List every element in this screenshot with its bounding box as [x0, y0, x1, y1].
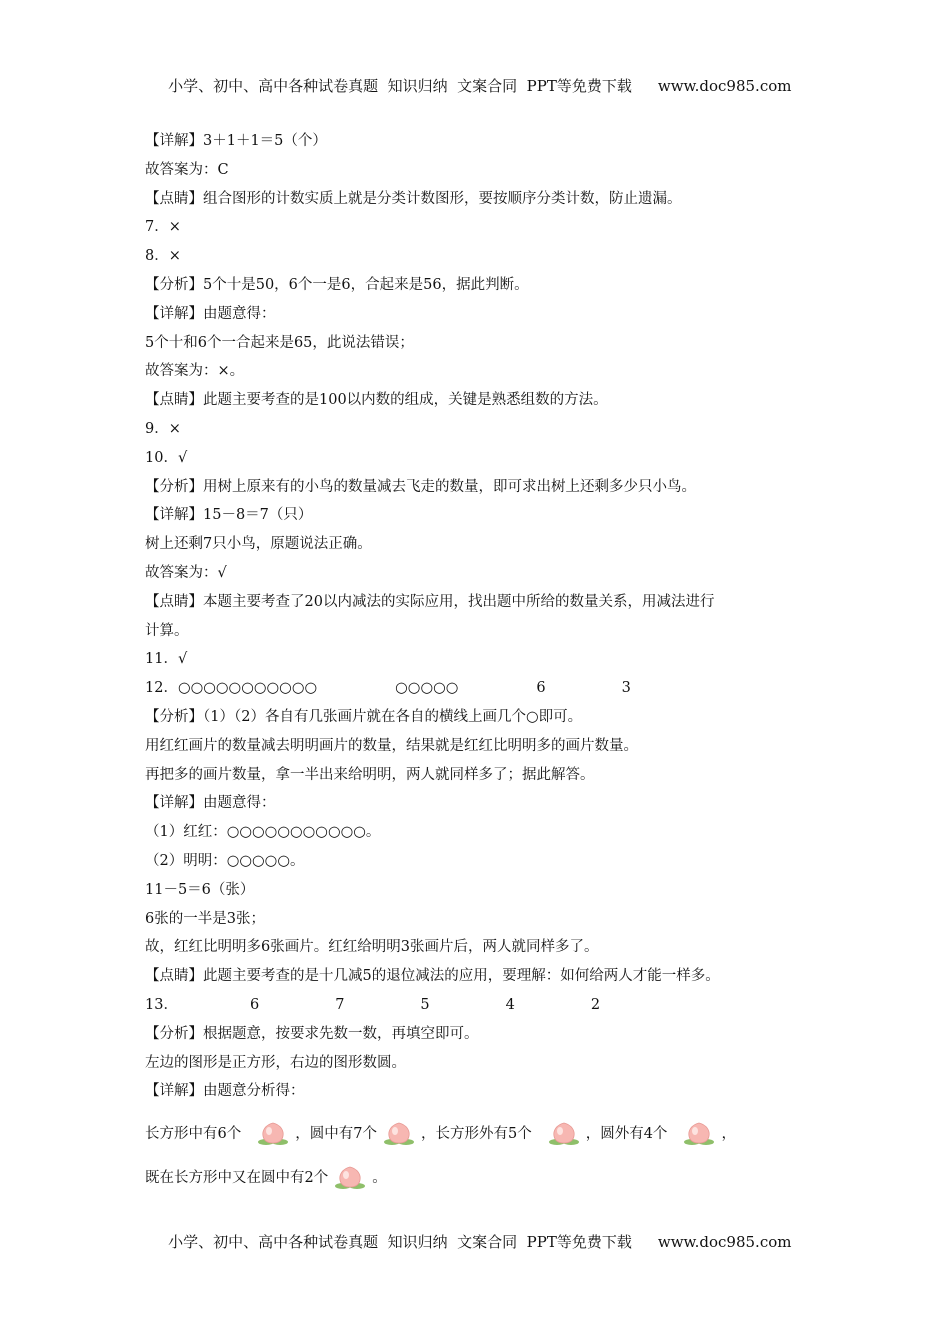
answer-blank: 5 — [420, 997, 430, 1013]
text-line — [145, 160, 229, 180]
text-line — [145, 1081, 305, 1101]
question-number: 13． — [145, 997, 178, 1013]
text-line — [145, 649, 187, 669]
text-line — [145, 563, 227, 583]
line-text: 【分析】（1）（2）各自有几张画片就在各自的横线上画几个○即可。 — [145, 709, 583, 725]
line-text: 【详解】由题意得： — [145, 305, 276, 322]
text-line — [145, 880, 254, 900]
text-line — [145, 909, 265, 929]
text-line — [145, 390, 608, 410]
line-text: 【分析】用树上原来有的小鸟的数量减去飞走的数量，即可求出树上还剩多少只小鸟。 — [145, 478, 696, 495]
answer-row-12 — [145, 678, 631, 698]
line-text: 【详解】3＋1＋1＝5（个） — [145, 133, 327, 149]
text-line — [145, 736, 638, 756]
peach-icon — [683, 1121, 715, 1147]
text-line — [145, 966, 720, 986]
line-text: 用红红画片的数量减去明明画片的数量，结果就是红红比明明多的画片数量。 — [145, 737, 638, 754]
text-line — [145, 851, 305, 871]
line-text: ，圆中有7个 — [295, 1126, 377, 1143]
page-header — [0, 57, 950, 96]
header-url: www.doc985.com — [657, 77, 792, 95]
text-line — [145, 707, 582, 727]
answer-blank: 4 — [505, 997, 515, 1013]
line-text: ，圆外有4个 — [585, 1126, 668, 1143]
line-text: 5个十和6个一合起来是65，此说法错误； — [145, 334, 414, 351]
peach-icon — [257, 1121, 289, 1147]
text-line — [145, 477, 696, 497]
line-text: 计算。 — [145, 622, 189, 639]
line-text: 故答案为：C — [145, 161, 229, 178]
line-text: ，长方形外有5个 — [420, 1126, 532, 1143]
line-text: ， — [721, 1126, 736, 1143]
answer-blank: 7 — [335, 997, 345, 1013]
text-line — [145, 217, 181, 237]
line-text: 【分析】5个十是50，6个一是6，合起来是56，据此判断。 — [145, 277, 529, 293]
line-text: （1）红红：○○○○○○○○○○○。 — [145, 824, 381, 841]
line-text: 【详解】由题意分析得： — [145, 1083, 305, 1100]
peach-icon — [548, 1121, 580, 1147]
answer-blank: 2 — [590, 997, 601, 1013]
text-line — [145, 793, 276, 813]
answer-row-13 — [145, 995, 600, 1015]
line-text: 【点睛】本题主要考查了20以内减法的实际应用，找出题中所给的数量关系，用减法进行 — [145, 593, 715, 610]
line-text: 7．× — [145, 219, 181, 236]
text-line — [145, 189, 682, 209]
line-text: 既在长方形中又在圆中有2个 — [145, 1170, 329, 1187]
text-line — [145, 534, 372, 554]
line-text: 【分析】根据题意，按要求先数一数，再填空即可。 — [145, 1025, 479, 1042]
answer-blank: 6 — [249, 997, 260, 1013]
text-line — [145, 361, 244, 381]
line-text: 【点睛】此题主要考查的是100以内数的组成，关键是熟悉组数的方法。 — [145, 392, 608, 409]
text-line — [145, 937, 598, 957]
line-text: 【点睛】此题主要考查的是十几减5的退位减法的应用，要理解：如何给两人才能一样多。 — [145, 968, 720, 985]
line-text: 6张的一半是3张； — [145, 910, 265, 927]
text-line — [145, 822, 380, 842]
answer-blank-1: ○○○○○○○○○○○ — [177, 680, 318, 697]
line-text: 再把多的画片数量，拿一半出来给明明，两人就同样多了；据此解答。 — [145, 766, 595, 783]
line-text: 9．× — [145, 421, 181, 437]
line-text: 【详解】由题意得： — [145, 795, 276, 812]
text-line — [145, 419, 181, 439]
text-line — [145, 448, 187, 468]
line-text: 8．× — [145, 248, 181, 265]
text-line — [145, 131, 327, 151]
line-text: 左边的图形是正方形，右边的图形数圆。 — [145, 1054, 406, 1071]
answer-blank-2: ○○○○○ — [395, 680, 459, 697]
text-line — [145, 765, 595, 785]
text-line — [145, 246, 181, 266]
text-line — [145, 1024, 479, 1044]
line-text: 10．√ — [145, 449, 188, 466]
line-text: 。 — [372, 1170, 387, 1187]
line-text: 故答案为：√ — [145, 565, 227, 581]
answer-blank-3: 6 — [536, 680, 546, 697]
peach-count-line — [145, 1164, 387, 1192]
peach-count-line — [145, 1120, 736, 1148]
question-number: 12． — [145, 680, 178, 697]
text-line — [145, 333, 414, 353]
line-text: 【点睛】组合图形的计数实质上就是分类计数图形，要按顺序分类计数，防止遗漏。 — [145, 190, 682, 207]
line-text: （2）明明：○○○○○。 — [145, 853, 305, 869]
footer-text: 小学、初中、高中各种试卷真题 知识归纳 文案合同 PPT等免费下载 — [168, 1233, 632, 1251]
text-line — [145, 592, 714, 612]
line-text: 11－5＝6（张） — [145, 881, 255, 898]
text-line — [145, 621, 189, 641]
text-line — [145, 1053, 406, 1073]
line-text: 【详解】15－8＝7（只） — [145, 507, 313, 524]
peach-icon — [334, 1165, 366, 1191]
line-text: 树上还剩7只小鸟，原题说法正确。 — [145, 536, 372, 553]
line-text: 11．√ — [145, 651, 188, 668]
header-text: 小学、初中、高中各种试卷真题 知识归纳 文案合同 PPT等免费下载 — [168, 77, 632, 95]
answer-blank-4: 3 — [621, 680, 631, 697]
line-text: 故答案为：×。 — [145, 363, 245, 380]
text-line — [145, 304, 276, 324]
line-text: 故，红红比明明多6张画片。红红给明明3张画片后，两人就同样多了。 — [145, 939, 599, 956]
line-text: 长方形中有6个 — [145, 1126, 242, 1143]
page-footer — [0, 1213, 950, 1252]
text-line — [145, 275, 529, 295]
text-line — [145, 505, 312, 525]
peach-icon — [383, 1121, 415, 1147]
footer-url: www.doc985.com — [657, 1233, 792, 1251]
